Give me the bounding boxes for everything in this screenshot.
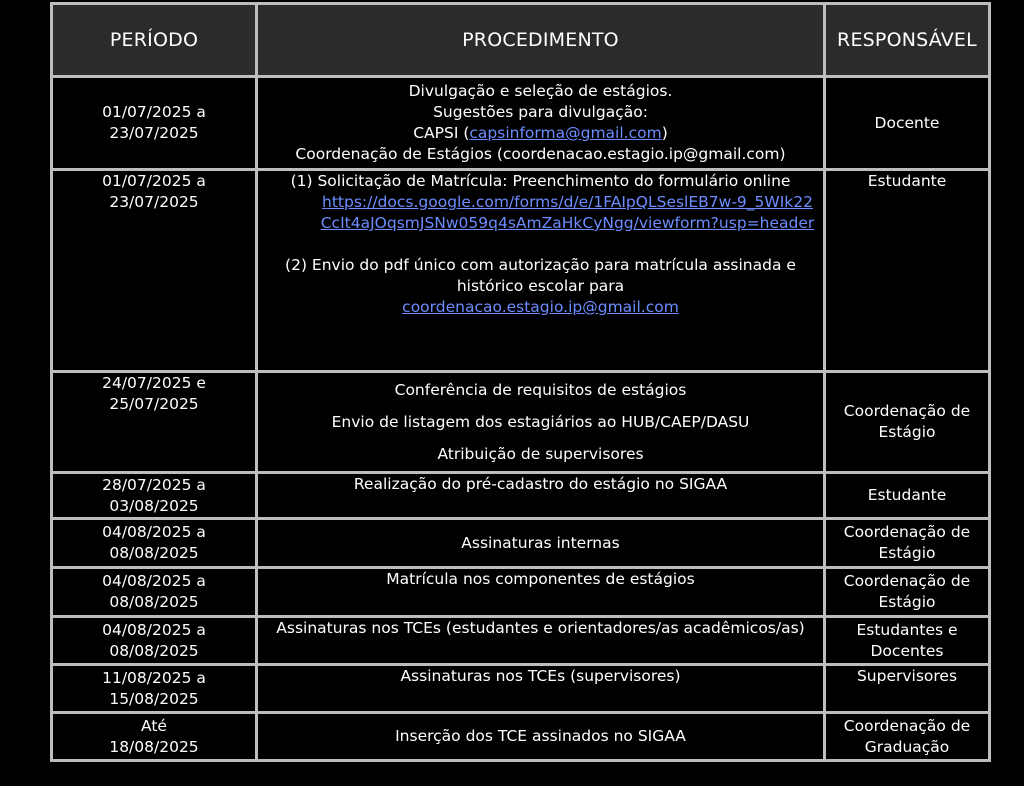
periodo-cell [52,473,257,519]
procedimento-cell: Realização do pré-cadastro do estágio no SIGAA [257,473,825,519]
capsi-email-link[interactable]: capsinforma@gmail.com [469,124,662,142]
procedimento-cell: Matrícula nos componentes de estágios [257,568,825,617]
periodo-cell [52,713,257,761]
periodo-cell [52,519,257,568]
procedimento-cell [257,372,825,473]
table-row [52,665,990,713]
step-1-text: (1) Solicitação de Matrícula: Preenchimento do formulário online [290,172,791,190]
schedule-table [50,2,991,762]
table-row [52,473,990,519]
procedimento-cell: Assinaturas nos TCEs (supervisores) [257,665,825,713]
periodo-start: 24/07/2025 e [102,374,206,392]
procedimento-line: Conferência de requisitos de estágios [394,380,687,399]
responsavel-line: Coordenação de [843,523,971,541]
periodo-cell [52,568,257,617]
periodo-end: 23/07/2025 [109,124,199,142]
procedimento-cell [257,77,825,170]
table-row [52,519,990,568]
table-row [52,170,990,372]
responsavel-cell [825,519,990,568]
step-2-text: (2) Envio do pdf único com autorização para matrícula assinada e histórico escolar para [285,256,796,295]
responsavel-cell: Docente [825,77,990,170]
responsavel-line: Estágio [878,593,936,611]
periodo-end: 08/08/2025 [109,544,199,562]
procedimento-line: Atribuição de supervisores [437,444,644,463]
periodo-start: 01/07/2025 a [102,172,206,190]
procedimento-line: Envio de listagem dos estagiários ao HUB/CAEP/DASU [331,412,750,431]
responsavel-cell [825,568,990,617]
procedimento-line: Sugestões para divulgação: [433,103,648,121]
periodo-cell [52,617,257,665]
responsavel-line: Coordenação de [843,716,971,735]
responsavel-cell: Estudante [825,170,990,372]
procedimento-line [262,123,819,144]
table-header-row [52,4,990,77]
table-row [52,77,990,170]
periodo-start: Até [141,716,167,735]
procedimento-cell [257,170,825,372]
responsavel-cell: Supervisores [825,665,990,713]
periodo-cell [52,77,257,170]
periodo-cell [52,665,257,713]
periodo-start: 01/07/2025 a [102,103,206,121]
responsavel-line: Coordenação de [843,572,971,590]
procedimento-line: Divulgação e seleção de estágios. [408,82,673,100]
spacer [262,234,819,255]
periodo-cell [52,372,257,473]
procedimento-cell: Assinaturas nos TCEs (estudantes e orientadores/as acadêmicos/as) [257,617,825,665]
table-row [52,568,990,617]
periodo-end: 18/08/2025 [109,737,199,756]
form-link[interactable]: https://docs.google.com/forms/d/e/1FAIpQLSeslEB7w-9_5WIk22CcIt4aJOqsmJSNw059q4sAmZaHkCyNgg/viewform?usp=header [320,193,815,232]
responsavel-line: Graduação [864,737,950,756]
table-row [52,372,990,473]
capsi-prefix: CAPSI ( [413,124,470,142]
responsavel-cell [825,713,990,761]
periodo-start: 04/08/2025 a [102,523,206,541]
periodo-end: 03/08/2025 [109,496,199,515]
responsavel-line: Estágio [878,544,936,562]
responsavel-cell [825,372,990,473]
periodo-end: 23/07/2025 [109,193,199,211]
responsavel-line: Estágio [878,423,936,441]
periodo-start: 04/08/2025 a [102,620,206,639]
header-responsavel: RESPONSÁVEL [825,4,990,77]
periodo-end: 08/08/2025 [109,593,199,611]
periodo-start: 11/08/2025 a [102,668,206,687]
capsi-suffix: ) [661,124,668,142]
table-row [52,617,990,665]
responsavel-cell: Estudante [825,473,990,519]
header-periodo: PERÍODO [52,4,257,77]
responsavel-line: Estudantes e [856,620,958,639]
periodo-start: 04/08/2025 a [102,572,206,590]
procedimento-cell: Assinaturas internas [257,519,825,568]
header-procedimento: PROCEDIMENTO [257,4,825,77]
responsavel-cell [825,617,990,665]
periodo-end: 08/08/2025 [109,641,199,660]
procedimento-cell: Inserção dos TCE assinados no SIGAA [257,713,825,761]
responsavel-line: Docentes [870,641,944,660]
responsavel-line: Coordenação de [843,402,971,420]
periodo-cell [52,170,257,372]
coordenacao-email-link[interactable]: coordenacao.estagio.ip@gmail.com [402,298,679,316]
periodo-end: 15/08/2025 [109,689,199,708]
procedimento-line: Coordenação de Estágios (coordenacao.estagio.ip@gmail.com) [295,145,786,163]
periodo-start: 28/07/2025 a [102,475,206,494]
periodo-end: 25/07/2025 [109,395,199,413]
table-row [52,713,990,761]
